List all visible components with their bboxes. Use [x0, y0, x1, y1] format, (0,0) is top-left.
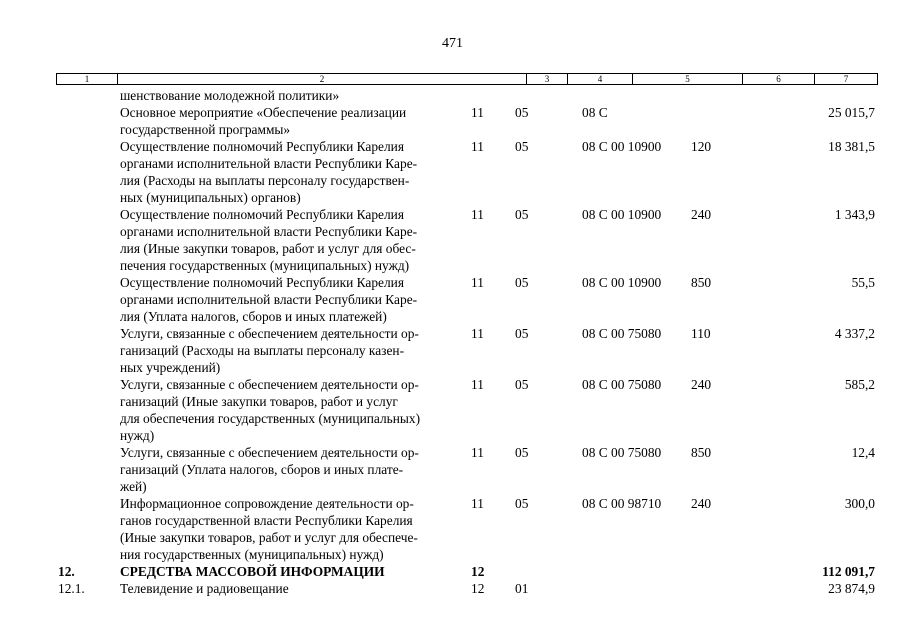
row-expense-type: 850 [691, 275, 712, 290]
row-name-line: ния государственных (муниципальных) нужд) [120, 547, 384, 562]
row-name [120, 376, 465, 444]
table-row [0, 325, 905, 376]
table-row [0, 376, 905, 444]
row-subsection: 05 [515, 496, 529, 511]
row-section: 11 [471, 275, 484, 290]
table-row [0, 138, 905, 206]
row-name-line: Основное мероприятие «Обеспечение реализации [120, 105, 407, 120]
row-name-line: Осуществление полномочий Республики Карелия [120, 207, 404, 222]
row-section: 11 [471, 445, 484, 460]
row-name-line: ганов государственной власти Республики Карелия [120, 513, 413, 528]
row-name-line: Информационное сопровождение деятельности ор- [120, 496, 414, 511]
row-expense-type: 110 [691, 326, 711, 341]
row-section: 12 [471, 581, 485, 596]
row-name-line: СРЕДСТВА МАССОВОЙ ИНФОРМАЦИИ [120, 564, 385, 579]
row-subsection: 05 [515, 139, 529, 154]
row-amount: 12,4 [851, 445, 875, 460]
row-name-line: для обеспечения государственных (муниципальных) [120, 411, 421, 426]
row-name [120, 274, 465, 325]
row-amount: 300,0 [844, 496, 875, 511]
row-target-article: 08 С [582, 105, 608, 120]
row-amount: 55,5 [851, 275, 875, 290]
row-name-line: органами исполнительной власти Республики Каре- [120, 224, 418, 239]
row-amount: 4 337,2 [834, 326, 875, 341]
row-amount: 23 874,9 [828, 581, 875, 596]
column-header-4: 4 [567, 74, 632, 84]
row-amount: 18 381,5 [828, 139, 875, 154]
row-name-line: ганизаций (Расходы на выплаты персоналу казен- [120, 343, 405, 358]
row-name [120, 206, 465, 274]
row-expense-type: 240 [691, 207, 712, 222]
row-number: 12. [58, 564, 75, 579]
row-name-line: Услуги, связанные с обеспечением деятельности ор- [120, 377, 419, 392]
row-amount: 25 015,7 [828, 105, 875, 120]
row-number: 12.1. [58, 581, 85, 596]
row-expense-type: 240 [691, 496, 712, 511]
row-name-line: нужд) [120, 428, 155, 443]
row-expense-type: 240 [691, 377, 712, 392]
row-subsection: 05 [515, 377, 529, 392]
table-row [0, 206, 905, 274]
column-header-5: 5 [632, 74, 742, 84]
table-row [0, 563, 905, 580]
row-name-line: органами исполнительной власти Республики Каре- [120, 156, 418, 171]
column-header-2: 2 [117, 74, 526, 84]
row-target-article: 08 С 00 75080 [582, 445, 662, 460]
row-subsection: 05 [515, 105, 529, 120]
row-name-line: лия (Расходы на выплаты персоналу государствен- [120, 173, 410, 188]
row-name-line: лия (Уплата налогов, сборов и иных платежей) [120, 309, 387, 324]
row-target-article: 08 С 00 75080 [582, 377, 662, 392]
row-section: 11 [471, 139, 484, 154]
row-name-line: печения государственных (муниципальных) нужд) [120, 258, 410, 273]
row-section: 11 [471, 326, 484, 341]
row-section: 11 [471, 377, 484, 392]
row-subsection: 05 [515, 445, 529, 460]
table-row [0, 580, 905, 597]
row-subsection: 01 [515, 581, 529, 596]
row-name-line: Телевидение и радиовещание [120, 581, 289, 596]
row-name-line: Осуществление полномочий Республики Карелия [120, 139, 404, 154]
row-section: 11 [471, 207, 484, 222]
row-section: 11 [471, 496, 484, 511]
column-header-7: 7 [814, 74, 877, 84]
row-expense-type: 850 [691, 445, 712, 460]
row-name [120, 580, 465, 597]
row-name [120, 87, 465, 104]
table-row [0, 495, 905, 563]
row-target-article: 08 С 00 10900 [582, 207, 662, 222]
row-amount: 112 091,7 [822, 564, 875, 579]
row-amount: 1 343,9 [834, 207, 875, 222]
row-target-article: 08 С 00 75080 [582, 326, 662, 341]
row-name-line: Услуги, связанные с обеспечением деятельности ор- [120, 326, 419, 341]
row-name-line: Осуществление полномочий Республики Карелия [120, 275, 404, 290]
row-name-line: ганизаций (Уплата налогов, сборов и иных плате- [120, 462, 404, 477]
row-target-article: 08 С 00 10900 [582, 139, 662, 154]
row-name [120, 138, 465, 206]
table-row [0, 444, 905, 495]
page-number: 471 [442, 36, 463, 51]
table-row [0, 274, 905, 325]
column-header-6: 6 [742, 74, 814, 84]
row-expense-type: 120 [691, 139, 712, 154]
row-name-line: шенствование молодежной политики» [120, 88, 340, 103]
row-target-article: 08 С 00 10900 [582, 275, 662, 290]
budget-table-body [0, 87, 905, 597]
row-name-line: Услуги, связанные с обеспечением деятельности ор- [120, 445, 419, 460]
row-name [120, 495, 465, 563]
row-section: 11 [471, 105, 484, 120]
row-name-line: ных (муниципальных) органов) [120, 190, 301, 205]
table-row [0, 87, 905, 104]
row-name-line: органами исполнительной власти Республики Каре- [120, 292, 418, 307]
table-row [0, 104, 905, 138]
row-name [120, 563, 465, 580]
column-header-1: 1 [84, 74, 90, 84]
row-name-line: ганизаций (Иные закупки товаров, работ и услуг [120, 394, 398, 409]
column-header-3: 3 [526, 74, 567, 84]
row-amount: 585,2 [844, 377, 875, 392]
row-subsection: 05 [515, 326, 529, 341]
row-subsection: 05 [515, 207, 529, 222]
row-name-line: (Иные закупки товаров, работ и услуг для обеспече- [120, 530, 418, 545]
row-subsection: 05 [515, 275, 529, 290]
column-header-row [56, 73, 878, 85]
row-name-line: жей) [120, 479, 147, 494]
row-target-article: 08 С 00 98710 [582, 496, 662, 511]
row-name [120, 444, 465, 495]
row-name [120, 325, 465, 376]
row-name-line: государственной программы» [120, 122, 291, 137]
row-name-line: ных учреждений) [120, 360, 221, 375]
row-name-line: лия (Иные закупки товаров, работ и услуг для обес- [120, 241, 416, 256]
row-name [120, 104, 465, 138]
row-section: 12 [471, 564, 485, 579]
